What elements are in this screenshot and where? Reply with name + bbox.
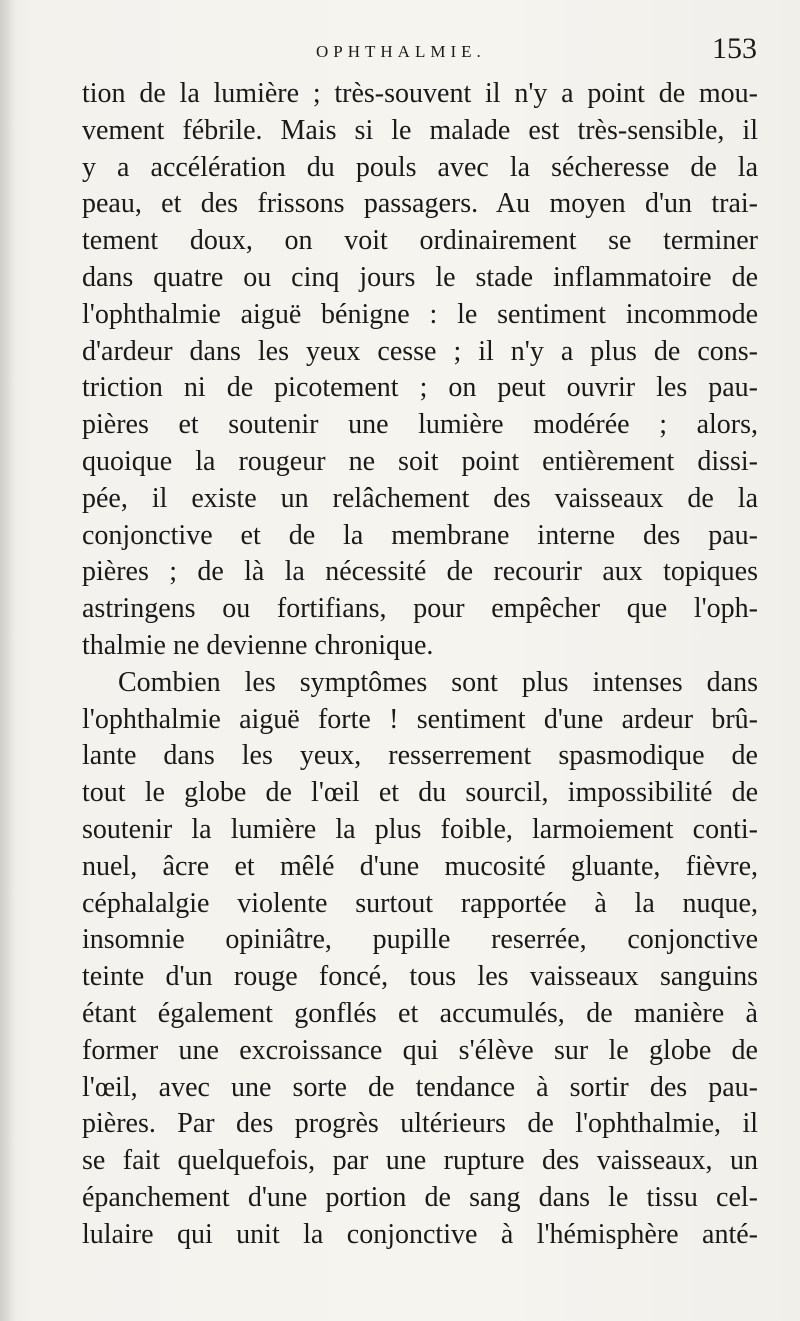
text-line: tout le globe de l'œil et du sourcil, impossibilité de	[82, 777, 758, 809]
text-line: soutenir la lumière la plus foible, larmoiement conti-	[82, 813, 758, 845]
text-line: tement doux, on voit ordinairement se terminer	[82, 225, 758, 257]
text-line: vement fébrile. Mais si le malade est très-sensible, il	[82, 114, 758, 146]
text-line: pières ; de là la nécessité de recourir aux topiques	[82, 556, 758, 588]
text-line: quoique la rougeur ne soit point entièrement dissi-	[82, 445, 758, 477]
gutter-shadow	[0, 0, 14, 1321]
running-head	[0, 30, 800, 70]
text-line: pières et soutenir une lumière modérée ; alors,	[82, 409, 758, 441]
text-line: insomnie opiniâtre, pupille reserrée, conjonctive	[82, 924, 758, 956]
text-line: thalmie ne devienne chronique.	[82, 629, 434, 661]
paragraph-2	[82, 665, 758, 1254]
text-line: se fait quelquefois, par une rupture des vaisseaux, un	[82, 1145, 758, 1177]
text-line: conjonctive et de la membrane interne des pau-	[82, 519, 758, 551]
text-line: pières. Par des progrès ultérieurs de l'ophthalmie, il	[82, 1108, 758, 1140]
text-line: tion de la lumière ; très-souvent il n'y a point de mou-	[82, 78, 758, 109]
text-line: triction ni de picotement ; on peut ouvrir les pau-	[82, 372, 758, 404]
text-line: l'ophthalmie aiguë forte ! sentiment d'une ardeur brû-	[82, 703, 758, 735]
page-number: 153	[712, 32, 757, 65]
text-line: d'ardeur dans les yeux cesse ; il n'y a plus de cons-	[82, 335, 758, 367]
text-line: teinte d'un rouge foncé, tous les vaisseaux sanguins	[82, 961, 758, 993]
text-line: astringens ou fortifians, pour empêcher que l'oph-	[82, 593, 758, 625]
text-line: former une excroissance qui s'élève sur le globe de	[82, 1034, 758, 1066]
text-line: céphalalgie violente surtout rapportée à la nuque,	[82, 887, 758, 919]
text-line: pée, il existe un relâchement des vaisseaux de la	[82, 482, 758, 514]
text-line: lante dans les yeux, resserrement spasmodique de	[82, 740, 758, 772]
text-line: l'œil, avec une sorte de tendance à sortir des pau-	[82, 1071, 758, 1103]
text-line: lulaire qui unit la conjonctive à l'hémisphère anté-	[82, 1218, 758, 1250]
text-line: nuel, âcre et mêlé d'une mucosité gluante, fièvre,	[82, 850, 758, 882]
text-line: épanchement d'une portion de sang dans le tissu cel-	[82, 1181, 758, 1213]
text-line: y a accélération du pouls avec la sécheresse de la	[82, 151, 758, 183]
running-title: OPHTHALMIE.	[316, 42, 486, 61]
text-line: Combien les symptômes sont plus intenses dans	[118, 666, 758, 698]
text-line: dans quatre ou cinq jours le stade inflammatoire de	[82, 261, 758, 293]
text-line: étant également gonflés et accumulés, de manière à	[82, 997, 758, 1029]
body-text	[82, 76, 758, 1254]
paragraph-1	[82, 76, 758, 665]
text-line: peau, et des frissons passagers. Au moyen d'un trai-	[82, 188, 758, 220]
text-line: l'ophthalmie aiguë bénigne : le sentiment incommode	[82, 298, 758, 330]
